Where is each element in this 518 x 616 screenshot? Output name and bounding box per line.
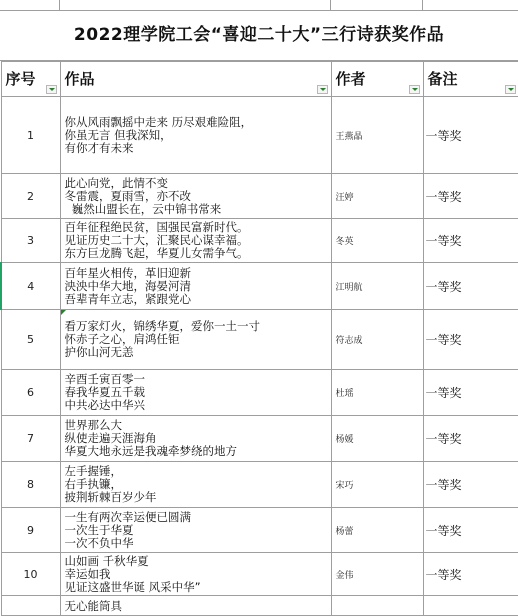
cell-author[interactable]: 金伟 [331,553,423,596]
poem-line: 中共必达中华兴 [64,398,145,412]
cell-author[interactable]: 杨媛 [331,416,423,462]
cell-author[interactable]: 杨蕾 [331,508,423,553]
cell-index[interactable]: 5 [1,310,60,370]
cell-note[interactable]: 一等奖 [423,97,518,174]
cell-index[interactable]: 10 [1,553,60,596]
table-row [1,310,518,370]
sheet-title[interactable]: 2022理学院工会“喜迎二十大”三行诗获奖作品 [0,10,518,61]
poem-line: 世界那么大 [64,418,122,432]
cell-note[interactable]: 一等奖 [423,219,518,263]
cell-work[interactable] [60,219,331,263]
poem-line: 无心能筒具 [64,599,122,613]
poem-line: 辛酉壬寅百零一 [64,372,145,386]
filter-dropdown-icon[interactable] [46,85,57,94]
poem-line: 见证这盛世华诞 风采中华” [64,579,201,594]
poem-line: 一次生于华夏 [64,522,134,537]
cell-work[interactable] [60,508,331,553]
cell-index[interactable]: 7 [1,416,60,462]
table-row [1,508,518,553]
cell-author[interactable]: 王燕晶 [331,97,423,174]
poem-line: 泱泱中华大地，海晏河清 [64,278,191,293]
table-row [1,596,518,616]
poem-line: 百年征程绝民贫，国强民富新时代。 [64,220,249,234]
poem-line: 一次不负中华 [64,535,134,550]
cell-index[interactable]: 8 [1,462,60,508]
cell-index[interactable]: 2 [1,174,60,219]
poem-line: 见证历史二十大，汇聚民心谋幸福。 [64,233,249,247]
poem-line: 冬雷震，夏雨雪，亦不改 [64,188,191,203]
cell-author[interactable]: 符志成 [331,310,423,370]
poem-line: 披荆斩棘百岁少年 [64,490,157,504]
cell-work[interactable] [60,416,331,462]
table-row [1,263,518,310]
header-row [1,62,518,97]
cell-note[interactable]: 一等奖 [423,553,518,596]
table-row [1,462,518,508]
poem-line: 你从风雨飘摇中走来 历尽艰难险阻， [64,114,253,129]
poem-line: 纵使走遍天涯海角 [64,431,157,445]
cell-note[interactable]: 一等奖 [423,462,518,508]
header-work[interactable]: 作品 [60,62,331,97]
poem-line: 你虽无言 但我深知， [64,127,172,142]
poem-line: 吾辈青年立志，紧跟党心 [64,291,191,306]
header-note[interactable]: 备注 [423,62,518,97]
filter-dropdown-icon[interactable] [409,85,420,94]
cell-index[interactable] [1,596,60,616]
cell-work[interactable] [60,310,331,370]
cell-work[interactable] [60,596,331,616]
poem-line: 怀赤子之心，肩鸿任钜 [64,332,180,346]
poem-line: 百年星火相传，革旧迎新 [64,265,191,280]
cell-author[interactable]: 宋巧 [331,462,423,508]
table-row [1,97,518,174]
cell-note[interactable]: 一等奖 [423,416,518,462]
poem-line: 一生有两次幸运便已圆满 [64,509,191,524]
poem-line: 山如画 千秋华夏 [64,553,149,568]
poem-line: 有你才有未来 [64,140,134,155]
header-index[interactable]: 序号 [1,62,60,97]
poem-line: 左手握锤， [64,464,122,478]
poem-line: 护你山河无恙 [64,345,134,359]
cell-author[interactable]: 杜瑶 [331,370,423,416]
cell-author[interactable]: 汪婷 [331,174,423,219]
table-row [1,174,518,219]
cell-work[interactable] [60,370,331,416]
poem-line: 幸运如我 [64,566,111,581]
cell-note[interactable]: 一等奖 [423,370,518,416]
cell-note[interactable]: 一等奖 [423,263,518,310]
cell-note[interactable]: 一等奖 [423,174,518,219]
cell-author[interactable]: 冬英 [331,219,423,263]
cell-index[interactable]: 6 [1,370,60,416]
table-row [1,219,518,263]
cell-note[interactable]: 一等奖 [423,508,518,553]
table-row [1,553,518,596]
table-row [1,416,518,462]
poem-line: 华夏大地永远是我魂牵梦绕的地方 [64,444,237,458]
cell-work[interactable] [60,97,331,174]
cell-index[interactable]: 1 [1,97,60,174]
poem-line: 看万家灯火，锦绣华夏，爱你一土一寸 [64,319,260,333]
cell-work[interactable] [60,263,331,310]
cell-note[interactable]: 一等奖 [423,310,518,370]
poem-line: 右手执镰， [64,477,122,491]
filter-dropdown-icon[interactable] [505,85,516,94]
cell-work[interactable] [60,462,331,508]
cell-work[interactable] [60,174,331,219]
cell-author[interactable] [331,596,423,616]
header-author[interactable]: 作者 [331,62,423,97]
filter-dropdown-icon[interactable] [317,85,328,94]
cell-author[interactable]: 江明航 [331,263,423,310]
poem-line: 春我华夏五千载 [64,385,145,399]
table-row [1,370,518,416]
cell-note[interactable] [423,596,518,616]
awards-table [0,61,518,616]
poem-line: 巍然山盟长在，云中锦书常来 [64,201,222,216]
cell-work[interactable] [60,553,331,596]
cell-index[interactable]: 3 [1,219,60,263]
cell-index[interactable]: 9 [1,508,60,553]
cell-index[interactable]: 4 [1,263,60,310]
poem-line: 东方巨龙腾飞起，华夏儿女需争气。 [64,246,249,260]
poem-line: 此心向党，此情不变 [64,175,168,190]
